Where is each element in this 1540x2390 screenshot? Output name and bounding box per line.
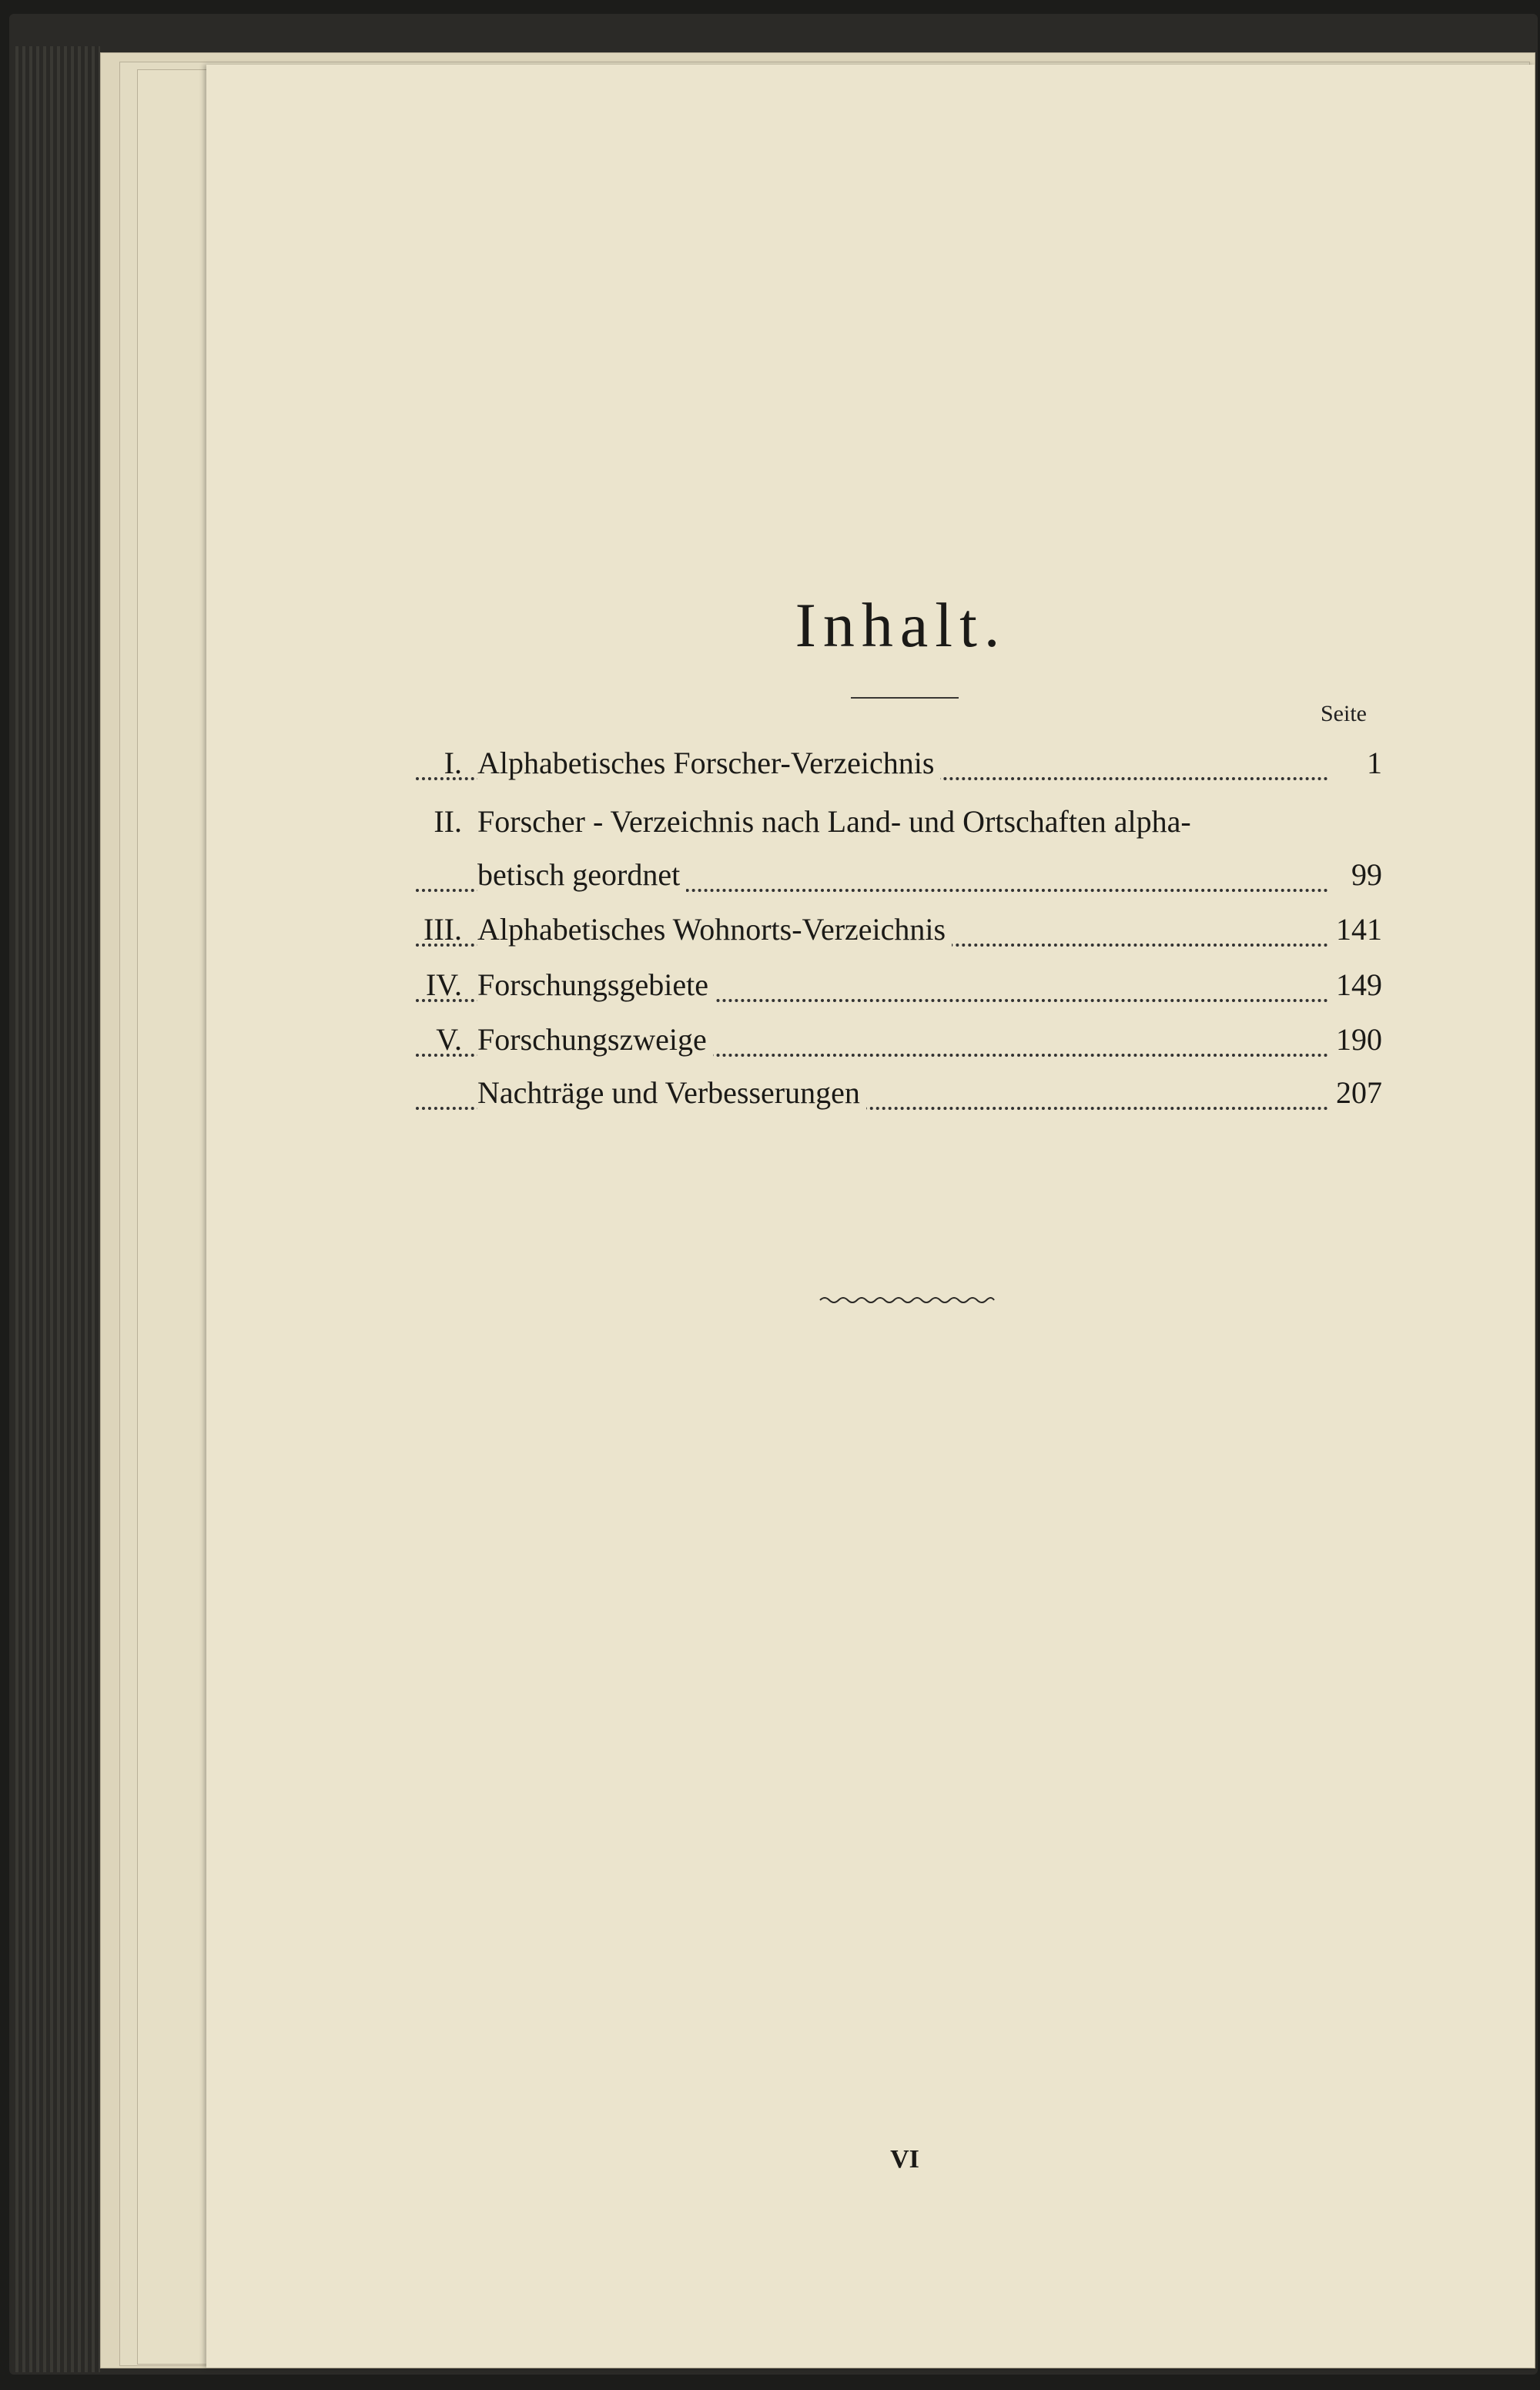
toc-entry-page: 99 — [1351, 857, 1382, 892]
title-rule — [851, 697, 959, 699]
toc-entry-number: V. — [436, 1022, 462, 1057]
page-column-header: Seite — [1321, 701, 1367, 726]
toc-entry-number: IV. — [425, 967, 462, 1002]
toc-entry-page: 141 — [1336, 912, 1382, 947]
show-through-texture — [514, 250, 1540, 2191]
toc-entry-label: Forschungszweige — [477, 1022, 713, 1057]
toc-entry-number: I. — [444, 746, 462, 780]
toc-entry-page: 149 — [1336, 967, 1382, 1002]
toc-entry-page: 190 — [1336, 1022, 1382, 1057]
book-page — [206, 65, 1535, 2368]
toc-entry-label: Alphabetisches Forscher-Verzeichnis — [477, 746, 940, 780]
page-edges — [15, 46, 100, 2372]
toc-entry — [416, 745, 1382, 791]
toc-entry-number: III. — [424, 912, 462, 947]
toc-entry — [416, 1021, 1382, 1068]
toc-entry — [416, 803, 1382, 850]
toc-entry — [416, 911, 1382, 957]
toc-entry-label: Forschungsgebiete — [477, 967, 715, 1002]
toc-entry-page: 1 — [1367, 746, 1382, 780]
page-folio: VI — [890, 2145, 919, 2174]
toc-entry — [416, 856, 1382, 903]
toc-entry-label: Alphabetisches Wohnorts-Verzeichnis — [477, 912, 952, 947]
toc-entry-number: II. — [434, 804, 462, 839]
wavy-divider-ornament — [819, 1294, 996, 1306]
toc-entry-label: betisch geordnet — [477, 857, 686, 892]
toc-entry-page: 207 — [1336, 1075, 1382, 1110]
toc-entry — [416, 1074, 1382, 1121]
toc-entry — [416, 967, 1382, 1013]
toc-entry-label: Nachträge und Verbesserungen — [477, 1075, 866, 1110]
toc-entry-label: Forscher - Verzeichnis nach Land- und Ortschaften alpha- — [477, 804, 1197, 839]
toc-title: Inhalt. — [795, 590, 1007, 660]
